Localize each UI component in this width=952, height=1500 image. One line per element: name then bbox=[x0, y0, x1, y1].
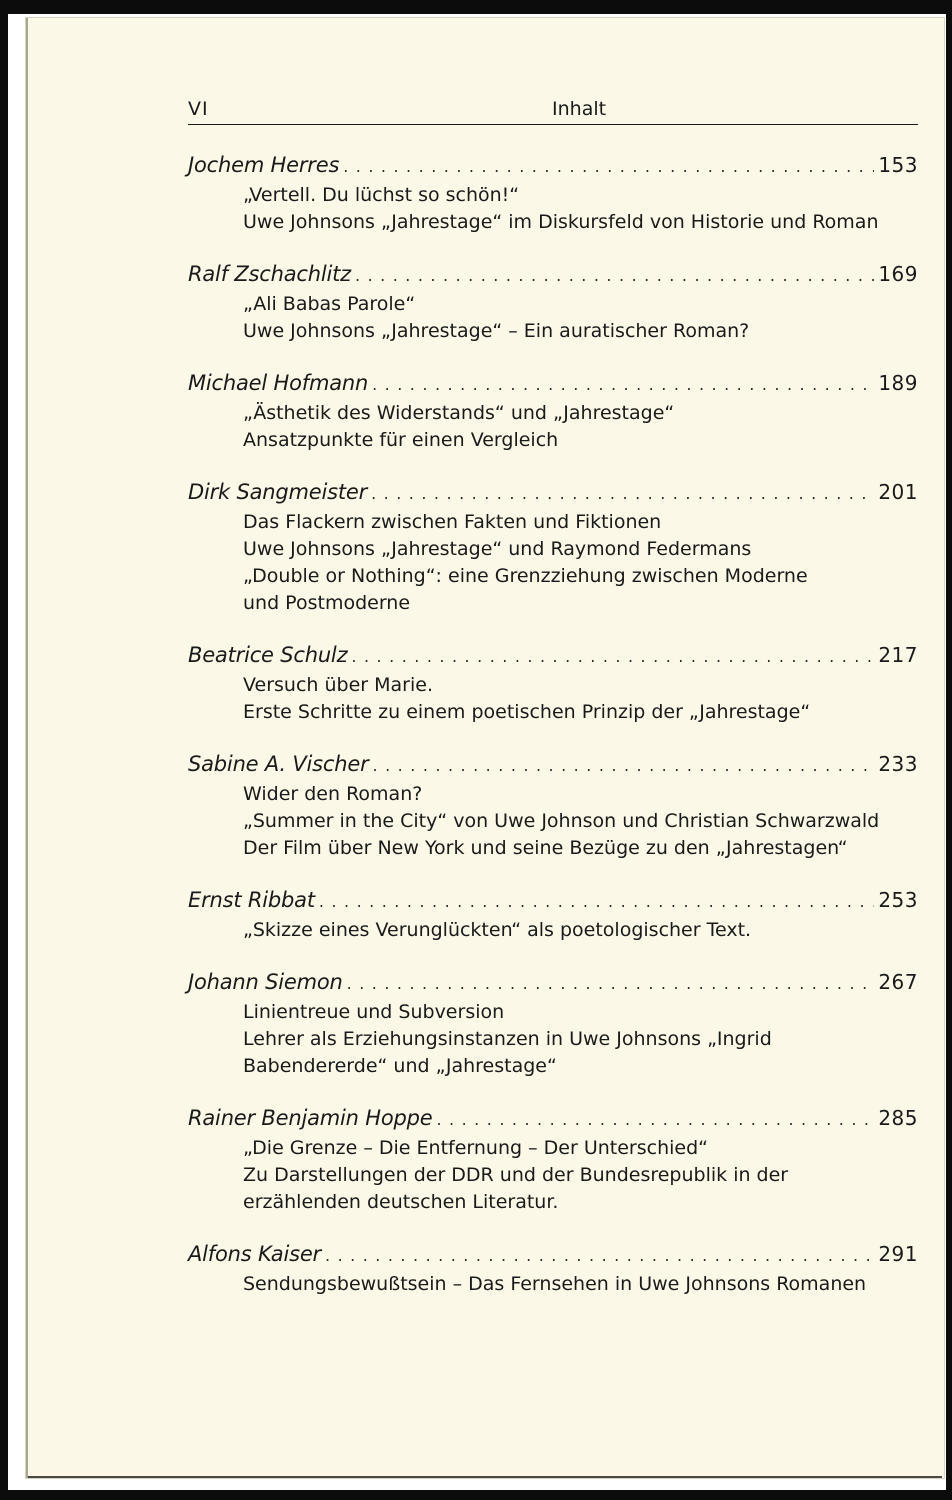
toc-entry-heading bbox=[188, 478, 918, 506]
dot-leader bbox=[355, 262, 874, 290]
toc-entry bbox=[188, 750, 918, 862]
toc-entry-heading bbox=[188, 1240, 918, 1268]
entry-author: Alfons Kaiser bbox=[188, 1242, 321, 1266]
entry-author: Dirk Sangmeister bbox=[188, 480, 368, 504]
entry-author: Beatrice Schulz bbox=[188, 643, 348, 667]
entry-page-number: 253 bbox=[878, 888, 918, 912]
entry-title-line: Erste Schritte zu einem poetischen Prinzip der „Jahrestage“ bbox=[243, 701, 811, 723]
dot-leader bbox=[347, 970, 875, 998]
entry-page-number: 201 bbox=[878, 480, 918, 504]
toc-entry-heading bbox=[188, 750, 918, 778]
toc-entry-heading bbox=[188, 260, 918, 288]
scan-border-top bbox=[0, 0, 952, 14]
toc-entry-heading bbox=[188, 886, 918, 914]
toc-entry bbox=[188, 641, 918, 726]
dot-leader bbox=[351, 643, 874, 671]
entry-page-number: 217 bbox=[878, 643, 918, 667]
entry-title-line: Uwe Johnsons „Jahrestage“ und Raymond Federmans bbox=[243, 538, 752, 560]
entry-page-number: 285 bbox=[878, 1106, 918, 1130]
entry-title-line: „Double or Nothing“: eine Grenzziehung zwischen Moderne bbox=[243, 565, 808, 587]
entry-page-number: 267 bbox=[878, 970, 918, 994]
dot-leader bbox=[372, 371, 874, 399]
entry-title-block bbox=[243, 781, 918, 862]
toc-entries bbox=[188, 151, 918, 1298]
entry-page-number: 153 bbox=[878, 153, 918, 177]
entry-title-line: Der Film über New York und seine Bezüge zu den „Jahrestagen“ bbox=[243, 837, 848, 859]
entry-title-line: Versuch über Marie. bbox=[243, 674, 433, 696]
toc-entry-heading bbox=[188, 641, 918, 669]
toc-entry-heading bbox=[188, 968, 918, 996]
entry-author: Sabine A. Vischer bbox=[188, 752, 369, 776]
running-head bbox=[188, 96, 918, 125]
entry-title-block bbox=[243, 1135, 918, 1216]
toc-entry-heading bbox=[188, 1104, 918, 1132]
entry-title-line: Lehrer als Erziehungsinstanzen in Uwe Johnsons „Ingrid bbox=[243, 1028, 772, 1050]
dot-leader bbox=[373, 752, 875, 780]
entry-title-line: „Vertell. Du lüchst so schön!“ bbox=[243, 184, 520, 206]
entry-title-line: und Postmoderne bbox=[243, 592, 411, 614]
table-of-contents bbox=[188, 96, 918, 1322]
entry-title-block bbox=[243, 291, 918, 345]
dot-leader bbox=[319, 888, 874, 916]
toc-entry bbox=[188, 968, 918, 1080]
entry-title-line: Zu Darstellungen der DDR und der Bundesrepublik in der bbox=[243, 1164, 789, 1186]
entry-title-line: „Skizze eines Verunglückten“ als poetologischer Text. bbox=[243, 919, 752, 941]
toc-entry bbox=[188, 260, 918, 345]
entry-title-block bbox=[243, 400, 918, 454]
entry-title-line: Sendungsbewußtsein – Das Fernsehen in Uwe Johnsons Romanen bbox=[243, 1273, 867, 1295]
entry-title-block bbox=[243, 509, 918, 617]
entry-title-line: „Ästhetik des Widerstands“ und „Jahrestage“ bbox=[243, 402, 675, 424]
entry-author: Jochem Herres bbox=[188, 153, 340, 177]
entry-title-block bbox=[243, 1271, 918, 1298]
entry-page-number: 291 bbox=[878, 1242, 918, 1266]
entry-title-line: „Ali Babas Parole“ bbox=[243, 293, 416, 315]
entry-title-line: „Summer in the City“ von Uwe Johnson und Christian Schwarzwald bbox=[243, 810, 880, 832]
toc-entry bbox=[188, 151, 918, 236]
entry-title-line: „Die Grenze – Die Entfernung – Der Unterschied“ bbox=[243, 1137, 708, 1159]
dot-leader bbox=[325, 1242, 874, 1270]
entry-page-number: 233 bbox=[878, 752, 918, 776]
entry-title-line: Ansatzpunkte für einen Vergleich bbox=[243, 429, 559, 451]
entry-title-line: Das Flackern zwischen Fakten und Fiktionen bbox=[243, 511, 662, 533]
entry-author: Rainer Benjamin Hoppe bbox=[188, 1106, 433, 1130]
dot-leader bbox=[436, 1106, 874, 1134]
scan-border-left bbox=[0, 0, 8, 1500]
entry-author: Johann Siemon bbox=[188, 970, 343, 994]
scan-border-bottom bbox=[0, 1490, 952, 1500]
dot-leader bbox=[343, 153, 874, 181]
entry-page-number: 189 bbox=[878, 371, 918, 395]
toc-entry-heading bbox=[188, 151, 918, 179]
entry-title-line: Uwe Johnsons „Jahrestage“ im Diskursfeld von Historie und Roman bbox=[243, 211, 879, 233]
entry-title-line: Wider den Roman? bbox=[243, 783, 423, 805]
entry-author: Michael Hofmann bbox=[188, 371, 369, 395]
toc-entry bbox=[188, 369, 918, 454]
entry-title-block bbox=[243, 672, 918, 726]
scan-border-right bbox=[946, 0, 952, 1500]
entry-title-line: Linientreue und Subversion bbox=[243, 1001, 505, 1023]
toc-entry bbox=[188, 886, 918, 944]
entry-title-block bbox=[243, 917, 918, 944]
page-edge-left bbox=[26, 18, 28, 1478]
entry-title-line: erzählenden deutschen Literatur. bbox=[243, 1191, 559, 1213]
toc-entry bbox=[188, 1104, 918, 1216]
page-edge-bottom bbox=[28, 1476, 942, 1478]
entry-page-number: 169 bbox=[878, 262, 918, 286]
toc-entry bbox=[188, 478, 918, 617]
entry-title-line: Uwe Johnsons „Jahrestage“ – Ein auratischer Roman? bbox=[243, 320, 750, 342]
dot-leader bbox=[371, 480, 874, 508]
page-number: VI bbox=[188, 98, 209, 120]
entry-title-block bbox=[243, 999, 918, 1080]
entry-title-line: Babendererde“ und „Jahrestage“ bbox=[243, 1055, 557, 1077]
entry-title-block bbox=[243, 182, 918, 236]
section-title: Inhalt bbox=[552, 98, 607, 120]
entry-author: Ralf Zschachlitz bbox=[188, 262, 351, 286]
toc-entry bbox=[188, 1240, 918, 1298]
entry-author: Ernst Ribbat bbox=[188, 888, 315, 912]
toc-entry-heading bbox=[188, 369, 918, 397]
